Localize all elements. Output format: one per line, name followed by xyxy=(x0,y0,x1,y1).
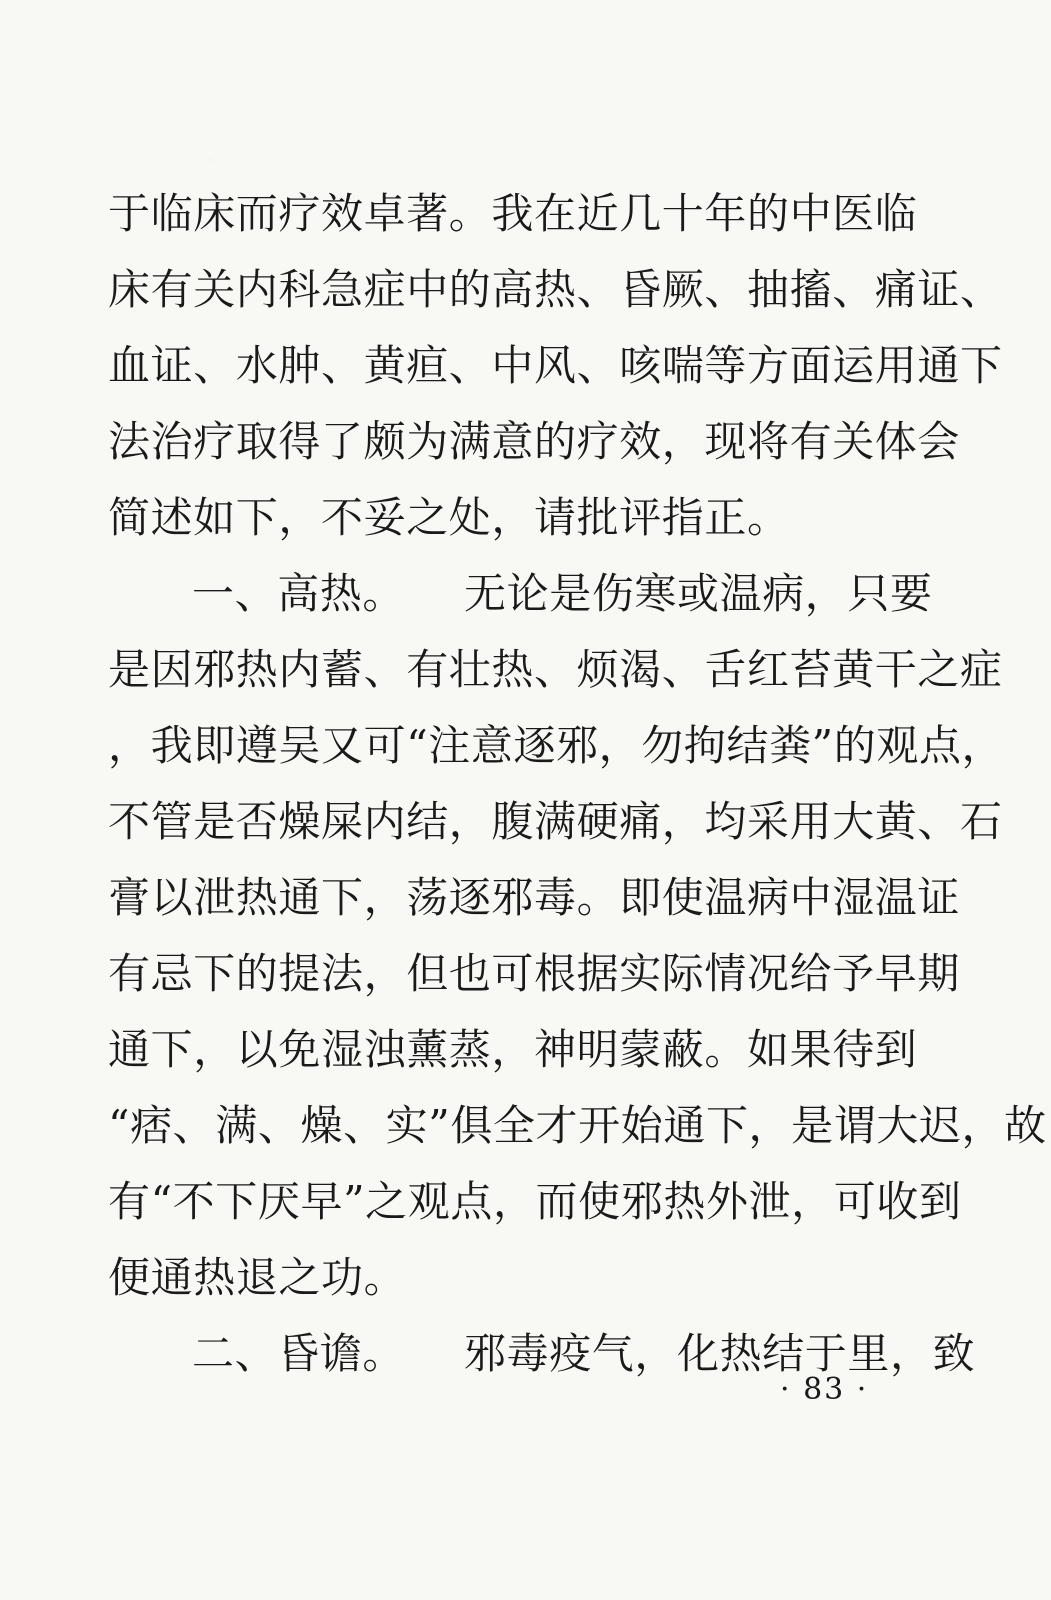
line-text: ，我即遵吴又可“注意逐邪，勿拘结粪”的观点， xyxy=(108,721,1005,770)
line-text: 不管是否燥屎内结，腹满硬痛，均采用大黄、石 xyxy=(108,797,1003,846)
text-line xyxy=(108,1240,918,1316)
section-line-gaore xyxy=(108,556,933,632)
section-heading: 二、昏谵。 xyxy=(192,1329,406,1378)
line-text: 有“不下厌早”之观点，而使邪热外泄，可收到 xyxy=(108,1177,962,1226)
text-line xyxy=(108,328,1003,404)
text-line xyxy=(108,936,961,1012)
text-line xyxy=(108,176,918,252)
line-text: 法治疗取得了颇为满意的疗效，现将有关体会 xyxy=(108,417,961,466)
page-number: · 83 · xyxy=(780,1372,869,1407)
section-text: 邪毒疫气，化热结于里，致 xyxy=(464,1329,976,1378)
text-line xyxy=(108,632,1003,708)
line-text: 通下，以免湿浊薰蒸，神明蒙蔽。如果待到 xyxy=(108,1025,918,1074)
section-text: 无论是伤寒或温病，只要 xyxy=(464,569,933,618)
line-text: 血证、水肿、黄疸、中风、咳喘等方面运用通下 xyxy=(108,341,1003,390)
text-line xyxy=(108,708,1005,784)
text-line xyxy=(108,480,918,556)
text-line xyxy=(108,860,961,936)
line-text: 是因邪热内蓄、有壮热、烦渴、舌红苔黄干之症 xyxy=(108,645,1003,694)
section-heading: 一、高热。 xyxy=(192,569,406,618)
line-text: “痞、满、燥、实”俱全才开始通下，是谓大迟，故 xyxy=(108,1101,1047,1150)
line-text: 便通热退之功。 xyxy=(108,1253,407,1302)
line-text: 有忌下的提法，但也可根据实际情况给予早期 xyxy=(108,949,961,998)
text-line xyxy=(108,404,961,480)
line-text: 简述如下，不妥之处，请批评指正。 xyxy=(108,493,790,542)
text-line xyxy=(108,1088,1047,1164)
line-text: 床有关内科急症中的高热、昏厥、抽搐、痛证、 xyxy=(108,265,1003,314)
text-line xyxy=(108,1012,918,1088)
text-line xyxy=(108,1164,962,1240)
line-text: 于临床而疗效卓著。我在近几十年的中医临 xyxy=(108,189,918,238)
line-text: 膏以泄热通下，荡逐邪毒。即使温病中湿温证 xyxy=(108,873,961,922)
text-line xyxy=(108,784,1003,860)
text-line xyxy=(108,252,1003,328)
body-text xyxy=(108,176,1047,1392)
